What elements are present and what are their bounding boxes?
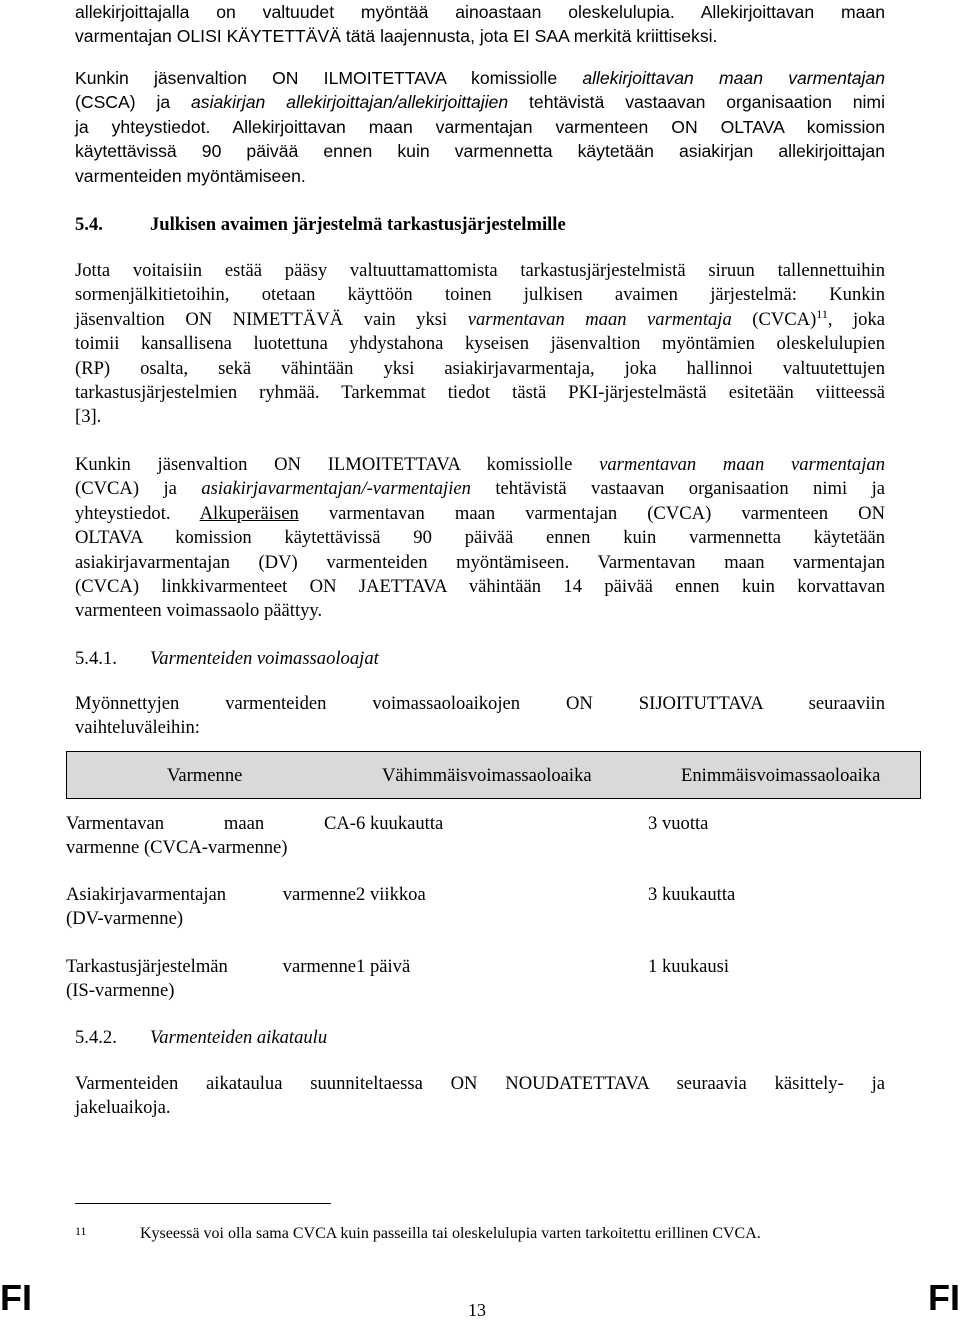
text-line: ja yhteystiedot. Allekirjoittavan maan varmentajan varmenteen ON OLTAVA komission — [75, 116, 885, 137]
text-line: Kunkin jäsenvaltion ON ILMOITETTAVA komissiolle allekirjoittavan maan varmentajan — [75, 68, 886, 88]
italic-term: asiakirjan allekirjoittajan/allekirjoittajien — [191, 92, 509, 113]
text-line: Jotta voitaisiin estää pääsy valtuuttamattomista tarkastusjärjestelmistä siruun tallennettuihin — [75, 260, 885, 281]
paragraph-validity — [75, 692, 885, 741]
text-line: vaihteluväleihin: — [75, 717, 200, 739]
text-line: varmentajan OLISI KÄYTETTÄVÄ tätä laajennusta, jota EI SAA merkitä kriittiseksi. — [75, 26, 718, 47]
text-line: Myönnettyjen varmenteiden voimassaoloaikojen ON SIJOITUTTAVA seuraaviin — [75, 693, 885, 714]
footer-language-left: FI — [0, 1277, 32, 1318]
italic-term: varmentavan maan varmentajan — [599, 454, 885, 475]
text-line: [3]. — [75, 406, 102, 428]
footnote-number: 11 — [75, 1224, 87, 1238]
section-title: Julkisen avaimen järjestelmä tarkastusjärjestelmille — [150, 214, 566, 235]
table-cell-max: 1 kuukausi — [648, 956, 730, 977]
section-number: 5.4.1. — [75, 648, 117, 669]
text-line: varmenteen voimassaolo päättyy. — [75, 600, 323, 622]
text-line: OLTAVA komission käytettävissä 90 päivää ennen kuin varmennetta käytetään — [75, 527, 885, 549]
text-line: (CVCA) ja asiakirjavarmentajan/-varmentajien tehtävistä vastaavan organisaation nimi ja — [75, 478, 885, 500]
text-line: (CVCA) linkkivarmenteet ON JAETTAVA vähintään 14 päivää ennen kuin korvattavan — [75, 576, 885, 598]
table-header-cell: Vähimmäisvoimassaoloaika — [382, 765, 592, 786]
footer-language-right: FI — [928, 1277, 960, 1318]
footnote-text: Kyseessä voi olla sama CVCA kuin passeilla tai oleskelulupia varten tarkoitettu erillinen CVCA. — [140, 1225, 761, 1242]
table-cell-max: 3 vuotta — [648, 813, 709, 834]
section-number: 5.4. — [75, 214, 103, 235]
table-header-cell: Enimmäisvoimassaoloaika — [681, 765, 881, 786]
text-line: yhteystiedot. Alkuperäisen varmentavan maan varmentajan (CVCA) varmenteen ON — [75, 502, 885, 524]
text-line: jäsenvaltion ON NIMETTÄVÄ vain yksi varmentavan maan varmentaja (CVCA)$^{11}$, joka — [75, 306, 886, 330]
section-heading-5-4-2 — [75, 1026, 327, 1050]
section-heading-5-4 — [75, 213, 566, 237]
section-number: 5.4.2. — [75, 1027, 117, 1048]
page-number: 13 — [468, 1300, 486, 1320]
text-line: allekirjoittajalla on valtuudet myöntää ainoastaan oleskelulupia. Allekirjoittavan maan — [75, 2, 885, 22]
text-line: asiakirjavarmentajan (DV) varmenteiden myöntämiseen. Varmentavan maan varmentajan — [75, 551, 885, 573]
text-line: (RP) osalta, sekä vähintään yksi asiakirjavarmentaja, joka hallinnoi valtuutettujen — [75, 357, 885, 379]
section-title: Varmenteiden voimassaoloajat — [150, 648, 379, 669]
table-cell-min: 6 kuukautta — [356, 813, 444, 834]
paragraph-cvca — [75, 453, 885, 624]
table-cell-certificate: Tarkastusjärjestelmän varmenne (IS-varmenne) — [66, 956, 356, 1002]
paragraph-schedule — [75, 1072, 885, 1121]
table-header-row — [66, 751, 921, 799]
text-line: sormenjälkitietoihin, otetaan käyttöön toinen julkisen avaimen järjestelmä: Kunkin — [75, 284, 885, 306]
italic-term: allekirjoittavan maan varmentajan — [582, 68, 886, 88]
table-cell-min: 2 viikkoa — [356, 884, 426, 905]
text-line: Varmenteiden aikataulua suunniteltaessa ON NOUDATETTAVA seuraavia käsittely- ja — [75, 1073, 885, 1094]
footnote-separator — [75, 1203, 331, 1204]
italic-term: asiakirjavarmentajan/-varmentajien — [201, 478, 471, 500]
section-title: Varmenteiden aikataulu — [150, 1027, 328, 1048]
underlined-term: Alkuperäisen — [199, 502, 299, 524]
text-line: jakeluaikoja. — [75, 1097, 171, 1119]
paragraph-jotta — [75, 259, 885, 430]
paragraph-csca — [75, 66, 885, 188]
text-line: varmenteiden myöntämiseen. — [75, 165, 306, 186]
text-line: (CSCA) ja asiakirjan allekirjoittajan/allekirjoittajien tehtävistä vastaavan organisaation nimi — [75, 92, 885, 113]
footnote-reference[interactable]: 11 — [816, 306, 828, 321]
section-heading-5-4-1 — [75, 647, 379, 671]
text-line: käytettävissä 90 päivää ennen kuin varmennetta käytetään asiakirjan allekirjoittajan — [75, 141, 885, 162]
text-line: tarkastusjärjestelmien ryhmää. Tarkemmat tiedot tästä PKI-järjestelmästä esitetään viitteessä — [75, 382, 885, 404]
table-header-cell: Varmenne — [167, 765, 243, 786]
italic-term: varmentavan maan varmentaja — [467, 308, 732, 330]
table-cell-certificate: Varmentavan maan CA- varmenne (CVCA-varmenne) — [66, 813, 356, 859]
table-cell-min: 1 päivä — [356, 956, 411, 977]
top-paragraph — [75, 0, 885, 49]
table-cell-max: 3 kuukautta — [648, 884, 736, 905]
text-line: Kunkin jäsenvaltion ON ILMOITETTAVA komissiolle varmentavan maan varmentajan — [75, 454, 885, 475]
table-cell-certificate: Asiakirjavarmentajan varmenne (DV-varmenne) — [66, 884, 356, 930]
text-line: toimii kansallisena luotettuna yhdystahona kyseisen jäsenvaltion myöntämien oleskelulupien — [75, 333, 885, 355]
